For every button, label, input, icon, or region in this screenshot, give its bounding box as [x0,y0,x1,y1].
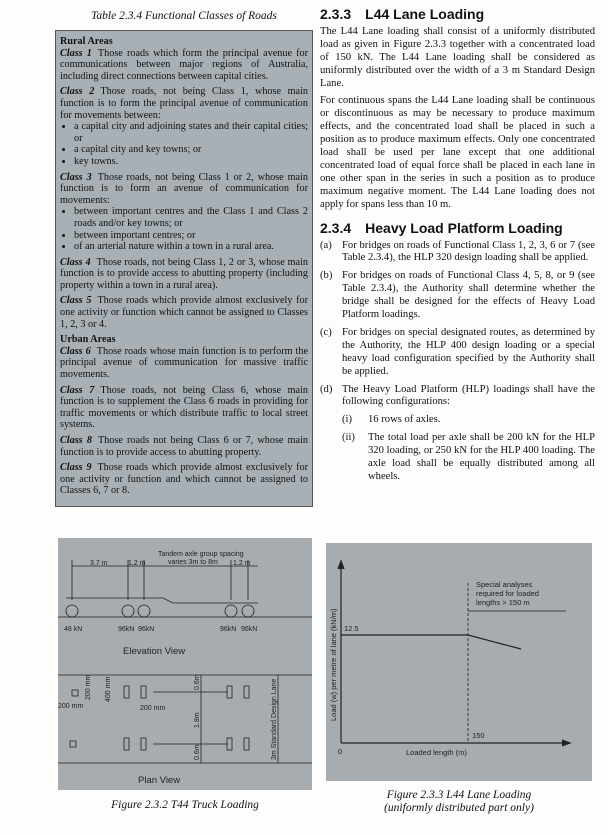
dim-label: 1.2 m [233,560,251,567]
class-text: Those roads, not being Class 1, 2 or 3, whose main function is to provide access to abutting property (including property within a town in a rural area). [60,256,309,291]
section-heading-2-3-3: 2.3.3 L44 Lane Loading [320,6,485,22]
item-text: For bridges on roads of Functional Class 4, 5, 8, or 9 (see Table 2.3.4), the Authority shall determine whether the bridge shall be designed for the effects of Heavy Load Platform loadings. [342,270,595,321]
paragraph: The L44 Lane loading shall consist of a uniformly distributed load as given in Figure 2.3.3 together with a concentrated load of 150 kN. The L44 Lane loading shall be considered as uniformly distributed over the width of a 3 m Standard Design Lane. [320,25,595,89]
x-tick-label: 150 [472,731,485,740]
class-text: Those roads whose main function is to perform the principal avenue of communication for massive traffic movements. [60,345,308,381]
class-entry [60,257,308,292]
origin-label: 0 [338,747,343,756]
dim-label: 200 mm [140,705,166,712]
item-text: 16 rows of axles. [368,414,441,426]
bullet-item: • of an arterial nature within a town in a rural area. [74,241,308,253]
urban-areas-heading: Urban Areas [60,334,116,346]
class-entry [60,172,308,253]
list-item [342,432,595,484]
axle-load: 96kN [241,626,258,633]
item-label: (i) [342,414,352,426]
dim-label: 3.7 m [90,560,108,567]
item-text: The total load per axle shall be 200 kN for the HLP 320 loading, or 250 kN for the HLP 400 loading. The axle load shall be equally distributed among all wheels. [368,432,595,482]
dim-label: 1.8m [194,712,201,728]
figure-l44-lane-loading [326,543,592,781]
class-entry [60,385,308,431]
caption-line: (uniformly distributed part only) [384,802,534,814]
functional-classes-table [55,30,313,507]
item-label: (c) [320,326,332,338]
axle-load: 48 kN [64,626,83,633]
item-text: For bridges on roads of Functional Class 1, 2, 3, 6 or 7 (see Table 2.3.4), the HLP 320 design loading shall be applied. [342,239,595,264]
list-item [320,384,595,410]
bullet-item: • between important centres and the Class 1 and Class 2 roads and/or key towns; or [74,206,308,229]
class-label: Class 3 [60,171,92,183]
bullet-item: • a capital city and key towns; or [74,144,308,156]
list-item [320,240,595,266]
class-label: Class 6 [60,345,91,357]
x-axis-label: Loaded length (m) [406,748,467,757]
list-item [320,270,595,322]
dim-label: 200 mm [58,703,84,710]
class-text: Those roads which form the principal avenue for communications between major regions of Australia, including direct connections between capital cities. [60,47,309,82]
plan-view-label: Plan View [138,775,181,786]
class-label: Class 2 [60,86,95,98]
figure-t44-truck [58,538,312,790]
item-label: (a) [320,239,332,251]
section-heading-2-3-4: 2.3.4 Heavy Load Platform Loading [320,219,563,236]
elevation-view-label: Elevation View [123,646,186,657]
list-item [320,327,595,379]
item-text: For bridges on special designated routes, as determined by the Authority, the HLP 400 design loading or a special heavy load configuration specified by the Authority shall be applied. [342,326,595,377]
figure-2-3-2-caption: Figure 2.3.2 T44 Truck Loading [111,799,259,811]
hlp-sublist [320,414,595,484]
class-label: Class 1 [60,47,92,59]
annotation: Special analyses [476,580,533,589]
class-text: Those roads, not being Class 6, whose main function is to supplement the Class 6 roads in providing for traffic movements or which distribute traffic to local street systems. [60,384,309,431]
caption-line: Figure 2.3.3 L44 Lane Loading [386,789,532,801]
spacing-title: Tandem axle group spacing [158,551,244,558]
class-entry [60,86,308,167]
class-text: Those roads which provide almost exclusively for one activity or function and which cannot be assigned to Classes 6, 7 or 8. [60,462,308,497]
axle-load: 96kN [220,626,237,633]
class-entry [60,435,308,458]
dim-label: 1.2 m [128,560,146,567]
class-text: Those roads, not being Class 1 or 2, whose main function is to form an avenue of communication for movements: [60,171,308,206]
y-tick-label: 12.5 [344,624,359,633]
spacing-range: varies 3m to 8m [168,559,218,566]
y-axis-label: Load (w) per metre of lane (kN/m) [329,608,338,721]
item-label: (ii) [342,432,355,444]
dim-label: 400 mm [105,676,112,702]
rural-areas-heading: Rural Areas [60,36,113,47]
hlp-list [320,240,595,410]
class-label: Class 7 [60,384,95,396]
dim-label: 0.6m [194,744,201,760]
class-entry [60,48,308,83]
item-label: (b) [320,270,333,282]
class-label: Class 8 [60,435,92,446]
list-item [342,414,595,427]
class-label: Class 9 [60,462,92,474]
dim-label: 0.6m [194,674,201,690]
class-entry [60,462,308,497]
class-entry [60,346,308,381]
item-text: The Heavy Load Platform (HLP) loadings shall have the following configurations: [342,383,595,408]
table-caption: Table 2.3.4 Functional Classes of Roads [91,10,277,22]
lane-label: 3m Standard Design Lane [271,678,278,760]
figure-2-3-3-caption [326,789,592,815]
bullet-item: • a capital city and adjoining states and their capital cities; or [74,121,308,144]
dim-label: 200 mm [85,674,92,700]
bullet-item: • key towns. [74,156,308,168]
axle-load: 96kN [138,626,155,633]
class-text: Those roads which provide almost exclusively for one activity or function which cannot be assigned to Classes 1, 2, 3 or 4. [60,295,308,330]
class-label: Class 4 [60,256,91,268]
class-entry [60,295,308,330]
class-text: Those roads, not being Class 1, whose main function is to form the principal avenue of communication for movements between: [60,86,309,121]
annotation: lengths > 150 m [476,598,530,607]
class-text: Those roads not being Class 6 or 7, whose main function is to provide access to abutting property. [60,435,308,458]
paragraph: For continuous spans the L44 Lane loading shall be continuous or discontinuous as may be necessary to produce maximum effects, and the concentrated load shall be placed in such a position as to produce maximum effects. Only one concentrated load shall be used per lane except that one additional concentrated load of equal force shall be placed in each lane in one other span in the series in such a position as to produce maximum negative moment. The L44 Lane loading does not apply for spans less than 10 m. [320,95,595,210]
annotation: required for loaded [476,589,539,598]
item-label: (d) [320,383,333,395]
axle-load: 96kN [118,626,135,633]
bullet-item: • between important centres; or [74,230,308,242]
class-label: Class 5 [60,295,92,307]
right-column [320,8,595,489]
